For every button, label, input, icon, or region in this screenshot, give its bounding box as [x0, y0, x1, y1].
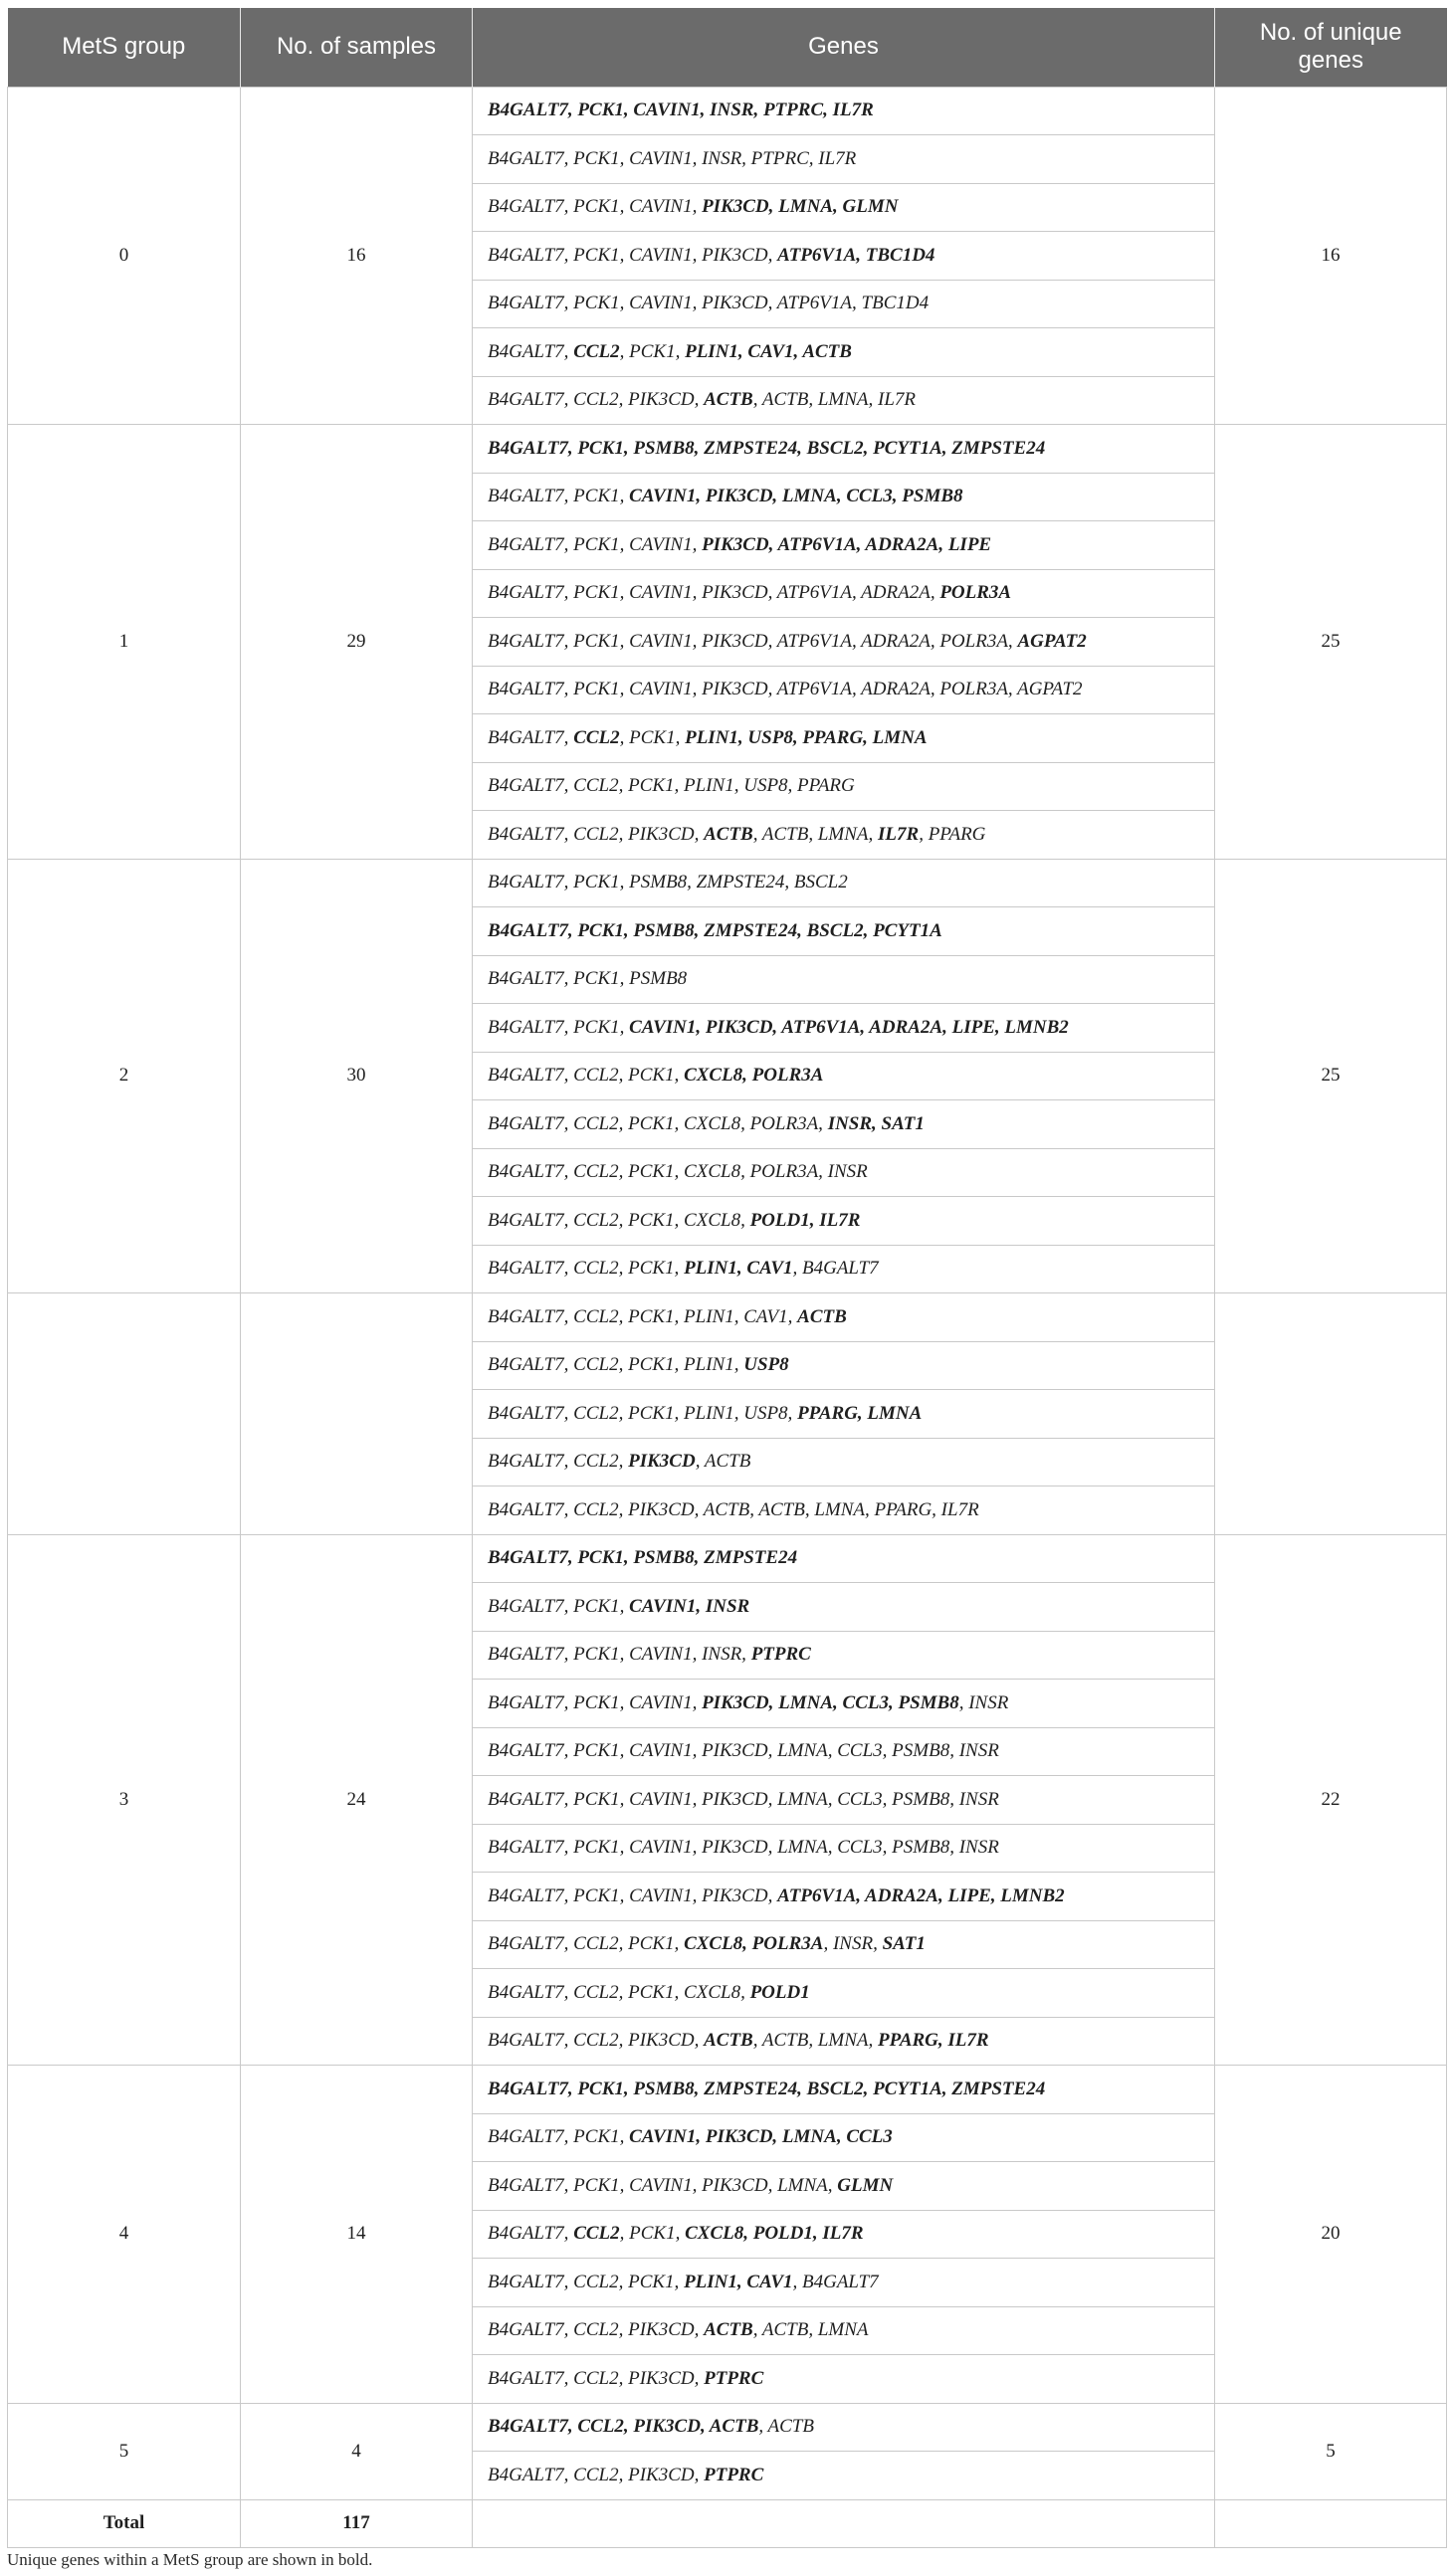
unique-genes-text: GLMN — [837, 2174, 894, 2196]
unique-genes-text: PIK3CD — [628, 1451, 696, 1473]
samples-cell: 4 — [241, 2403, 473, 2499]
genes-text: B4GALT7, PCK1, CAVIN1, — [488, 1691, 703, 1713]
unique-genes-text: PTPRC — [704, 2464, 764, 2485]
genes-cell — [473, 232, 1215, 281]
genes-text: B4GALT7, CCL2, PCK1, PLIN1, CAV1, — [488, 1305, 798, 1327]
genes-cell — [473, 618, 1215, 667]
genes-cell — [473, 811, 1215, 860]
genes-cell — [473, 1680, 1215, 1728]
genes-cell — [473, 2306, 1215, 2355]
genes-text: , ACTB, LMNA, — [752, 2030, 879, 2052]
genes-text: , PCK1, — [619, 340, 686, 362]
unique-genes-text: POLD1 — [749, 1981, 810, 2003]
unique-genes-text: B4GALT7, CCL2, PIK3CD, ACTB — [488, 2416, 759, 2438]
unique-genes-text: PIK3CD, ATP6V1A, ADRA2A, LIPE — [702, 533, 992, 555]
genes-text: B4GALT7, — [488, 726, 574, 748]
genes-cell — [473, 521, 1215, 570]
genes-cell — [473, 425, 1215, 474]
genes-text: B4GALT7, CCL2, PIK3CD, — [488, 389, 705, 411]
unique-genes-text: ATP6V1A, ADRA2A, LIPE, LMNB2 — [777, 1884, 1065, 1906]
table-body — [8, 87, 1447, 2548]
genes-text: B4GALT7, PCK1, — [488, 1016, 630, 1038]
genes-text: B4GALT7, — [488, 2223, 574, 2245]
genes-cell — [473, 1293, 1215, 1342]
genes-cell — [473, 1486, 1215, 1535]
unique-genes-text: CAVIN1, PIK3CD, LMNA, CCL3, PSMB8 — [629, 486, 963, 507]
genes-cell — [473, 762, 1215, 811]
unique-genes-cell: 16 — [1215, 87, 1447, 425]
unique-genes-text: AGPAT2 — [1017, 630, 1087, 652]
unique-genes-text: B4GALT7, PCK1, PSMB8, ZMPSTE24, BSCL2, PCYT1A, ZMPSTE24 — [488, 437, 1046, 459]
genes-cell — [473, 2259, 1215, 2307]
unique-genes-text: B4GALT7, PCK1, CAVIN1, INSR, PTPRC, IL7R — [488, 99, 874, 121]
genes-cell — [473, 1245, 1215, 1293]
genes-text: B4GALT7, PCK1, CAVIN1, PIK3CD, LMNA, CCL3, PSMB8, INSR — [488, 1740, 999, 1762]
unique-genes-text: CXCL8, POLR3A — [684, 1065, 824, 1087]
unique-genes-text: B4GALT7, PCK1, PSMB8, ZMPSTE24, BSCL2, PCYT1A — [488, 919, 942, 941]
table-container — [7, 8, 1446, 2548]
unique-genes-cell: 25 — [1215, 425, 1447, 860]
genes-text: B4GALT7, CCL2, PCK1, — [488, 2271, 685, 2292]
genes-cell — [473, 1727, 1215, 1776]
genes-text: B4GALT7, PCK1, CAVIN1, PIK3CD, ATP6V1A, ADRA2A, POLR3A, AGPAT2 — [488, 679, 1083, 700]
samples-cell — [241, 1293, 473, 1535]
unique-genes-text: PLIN1, CAV1 — [684, 2271, 793, 2292]
genes-text: B4GALT7, CCL2, PIK3CD, — [488, 2367, 705, 2389]
samples-cell: 30 — [241, 859, 473, 1293]
genes-text: B4GALT7, CCL2, PCK1, PLIN1, — [488, 1354, 744, 1376]
unique-genes-text: POLD1, IL7R — [749, 1209, 861, 1231]
genes-cell — [473, 1004, 1215, 1053]
genes-cell — [473, 2017, 1215, 2066]
genes-cell — [473, 1873, 1215, 1921]
genes-text: B4GALT7, CCL2, — [488, 1451, 629, 1473]
genes-text: , PPARG — [919, 823, 986, 845]
unique-genes-text: PIK3CD, LMNA, CCL3, PSMB8 — [702, 1691, 959, 1713]
genes-cell — [473, 714, 1215, 763]
table-row — [8, 1534, 1447, 1583]
genes-cell — [473, 2210, 1215, 2259]
genes-text: , ACTB, LMNA — [752, 2319, 869, 2341]
genes-text: B4GALT7, CCL2, PIK3CD, ACTB, ACTB, LMNA, PPARG, IL7R — [488, 1498, 979, 1520]
samples-cell: 16 — [241, 87, 473, 425]
genes-text: B4GALT7, CCL2, PIK3CD, — [488, 2464, 705, 2485]
table-row — [8, 2066, 1447, 2114]
genes-cell — [473, 376, 1215, 425]
unique-genes-text: PLIN1, CAV1 — [684, 1258, 793, 1280]
genes-text: B4GALT7, CCL2, PCK1, CXCL8, — [488, 1209, 750, 1231]
genes-text: B4GALT7, PCK1, PSMB8 — [488, 968, 688, 990]
unique-genes-text: CXCL8, POLD1, IL7R — [685, 2223, 864, 2245]
genes-cell — [473, 1920, 1215, 1969]
genes-cell — [473, 1052, 1215, 1100]
mets-group-cell: 4 — [8, 2066, 241, 2404]
unique-genes-text: ACTB — [704, 389, 753, 411]
unique-genes-text: USP8 — [743, 1354, 789, 1376]
genes-text: B4GALT7, PCK1, CAVIN1, — [488, 196, 703, 218]
genes-cell — [473, 2355, 1215, 2404]
total-genes-empty — [473, 2499, 1215, 2548]
unique-genes-text: CXCL8, POLR3A — [684, 1933, 824, 1955]
genes-text: , INSR — [958, 1691, 1009, 1713]
genes-text: B4GALT7, PCK1, CAVIN1, PIK3CD, LMNA, CCL3, PSMB8, INSR — [488, 1788, 999, 1810]
genes-cell — [473, 2162, 1215, 2211]
genes-text: B4GALT7, PCK1, — [488, 486, 630, 507]
total-unique-empty — [1215, 2499, 1447, 2548]
genes-cell — [473, 907, 1215, 956]
table-row — [8, 2403, 1447, 2452]
genes-text: B4GALT7, PCK1, — [488, 2126, 630, 2148]
genes-cell — [473, 2066, 1215, 2114]
header-mets-group: MetS group — [8, 8, 241, 87]
unique-genes-text: B4GALT7, PCK1, PSMB8, ZMPSTE24 — [488, 1547, 798, 1569]
genes-cell — [473, 1824, 1215, 1873]
unique-genes-text: CCL2 — [573, 2223, 620, 2245]
genes-text: , ACTB — [695, 1451, 751, 1473]
genes-text: B4GALT7, PCK1, CAVIN1, PIK3CD, ATP6V1A, ADRA2A, POLR3A, — [488, 630, 1018, 652]
genes-text: , ACTB, LMNA, — [752, 823, 879, 845]
unique-genes-text: ACTB — [797, 1305, 847, 1327]
genes-text: , B4GALT7 — [792, 2271, 879, 2292]
genes-cell — [473, 1534, 1215, 1583]
mets-gene-table — [7, 8, 1447, 2548]
genes-text: B4GALT7, CCL2, PCK1, CXCL8, — [488, 1981, 750, 2003]
unique-genes-text: PPARG, LMNA — [797, 1402, 923, 1424]
genes-cell — [473, 1341, 1215, 1390]
samples-cell: 24 — [241, 1534, 473, 2066]
genes-text: B4GALT7, CCL2, PIK3CD, — [488, 2319, 705, 2341]
genes-text: , INSR, — [823, 1933, 883, 1955]
unique-genes-cell — [1215, 1293, 1447, 1535]
genes-text: B4GALT7, CCL2, PCK1, CXCL8, POLR3A, INSR — [488, 1161, 868, 1183]
unique-genes-text: ATP6V1A, TBC1D4 — [777, 244, 935, 266]
genes-cell — [473, 135, 1215, 184]
genes-text: B4GALT7, CCL2, PCK1, — [488, 1258, 685, 1280]
genes-cell — [473, 1776, 1215, 1825]
unique-genes-text: B4GALT7, PCK1, PSMB8, ZMPSTE24, BSCL2, PCYT1A, ZMPSTE24 — [488, 2078, 1046, 2099]
unique-genes-text: PIK3CD, LMNA, GLMN — [702, 196, 899, 218]
table-row — [8, 87, 1447, 135]
genes-cell — [473, 569, 1215, 618]
samples-cell: 14 — [241, 2066, 473, 2404]
genes-cell — [473, 1583, 1215, 1632]
unique-genes-text: CCL2 — [573, 340, 620, 362]
genes-cell — [473, 1438, 1215, 1486]
unique-genes-text: ACTB — [704, 2319, 753, 2341]
unique-genes-text: CAVIN1, INSR — [629, 1595, 750, 1617]
mets-group-cell: 3 — [8, 1534, 241, 2066]
genes-cell — [473, 2113, 1215, 2162]
genes-text: B4GALT7, PCK1, PSMB8, ZMPSTE24, BSCL2 — [488, 872, 848, 893]
table-row — [8, 1293, 1447, 1342]
unique-genes-text: INSR, SAT1 — [827, 1112, 925, 1134]
unique-genes-text: PLIN1, USP8, PPARG, LMNA — [685, 726, 928, 748]
genes-text: B4GALT7, CCL2, PCK1, — [488, 1933, 685, 1955]
unique-genes-text: CAVIN1, PIK3CD, LMNA, CCL3 — [629, 2126, 893, 2148]
header-row — [8, 8, 1447, 87]
genes-cell — [473, 2403, 1215, 2452]
genes-text: B4GALT7, PCK1, — [488, 1595, 630, 1617]
total-row — [8, 2499, 1447, 2548]
genes-cell — [473, 1100, 1215, 1149]
genes-cell — [473, 183, 1215, 232]
unique-genes-cell: 20 — [1215, 2066, 1447, 2404]
genes-cell — [473, 473, 1215, 521]
unique-genes-text: PTPRC — [704, 2367, 764, 2389]
header-no-of-unique-genes: No. of unique genes — [1259, 19, 1402, 75]
unique-genes-text: PTPRC — [750, 1644, 811, 1666]
genes-text: B4GALT7, CCL2, PCK1, — [488, 1065, 685, 1087]
genes-text: B4GALT7, PCK1, CAVIN1, PIK3CD, — [488, 1884, 778, 1906]
genes-text: B4GALT7, — [488, 340, 574, 362]
unique-genes-text: PPARG, IL7R — [878, 2030, 989, 2052]
mets-group-cell: 2 — [8, 859, 241, 1293]
genes-cell — [473, 859, 1215, 907]
genes-cell — [473, 1148, 1215, 1197]
genes-text: , PCK1, — [619, 726, 686, 748]
genes-text: B4GALT7, CCL2, PIK3CD, — [488, 823, 705, 845]
header-no-of-samples: No. of samples — [241, 8, 473, 87]
genes-text: B4GALT7, PCK1, CAVIN1, INSR, — [488, 1644, 751, 1666]
genes-text: B4GALT7, CCL2, PCK1, CXCL8, POLR3A, — [488, 1112, 828, 1134]
genes-cell — [473, 328, 1215, 377]
mets-group-cell: 5 — [8, 2403, 241, 2499]
genes-cell — [473, 955, 1215, 1004]
mets-group-cell: 1 — [8, 425, 241, 860]
mets-group-cell: 0 — [8, 87, 241, 425]
unique-genes-cell: 22 — [1215, 1534, 1447, 2066]
total-label: Total — [8, 2499, 241, 2548]
genes-text: B4GALT7, PCK1, CAVIN1, PIK3CD, — [488, 244, 778, 266]
genes-text: B4GALT7, CCL2, PCK1, PLIN1, USP8, — [488, 1402, 798, 1424]
genes-text: , PCK1, — [619, 2223, 686, 2245]
unique-genes-text: ACTB — [704, 823, 753, 845]
header-genes: Genes — [473, 8, 1215, 87]
table-footnote: Unique genes within a MetS group are shown in bold. — [7, 2550, 373, 2569]
table-row — [8, 859, 1447, 907]
genes-text: B4GALT7, PCK1, CAVIN1, PIK3CD, ATP6V1A, ADRA2A, — [488, 582, 940, 604]
genes-cell — [473, 1969, 1215, 2018]
table-row — [8, 425, 1447, 474]
unique-genes-text: PLIN1, CAV1, ACTB — [685, 340, 852, 362]
genes-text: , B4GALT7 — [792, 1258, 879, 1280]
genes-cell — [473, 280, 1215, 328]
unique-genes-text: POLR3A — [939, 582, 1012, 604]
genes-text: , ACTB, LMNA, IL7R — [752, 389, 917, 411]
mets-group-cell — [8, 1293, 241, 1535]
unique-genes-text: CCL2 — [573, 726, 620, 748]
unique-genes-cell: 25 — [1215, 859, 1447, 1293]
unique-genes-cell: 5 — [1215, 2403, 1447, 2499]
genes-text: B4GALT7, PCK1, CAVIN1, INSR, PTPRC, IL7R — [488, 147, 857, 169]
unique-genes-text: IL7R — [878, 823, 920, 845]
genes-cell — [473, 666, 1215, 714]
unique-genes-text: SAT1 — [882, 1933, 926, 1955]
genes-cell — [473, 87, 1215, 135]
unique-genes-text: CAVIN1, PIK3CD, ATP6V1A, ADRA2A, LIPE, LMNB2 — [629, 1016, 1069, 1038]
unique-genes-text: ACTB — [704, 2030, 753, 2052]
genes-text: B4GALT7, CCL2, PCK1, PLIN1, USP8, PPARG — [488, 775, 855, 797]
total-samples: 117 — [241, 2499, 473, 2548]
genes-text: B4GALT7, PCK1, CAVIN1, PIK3CD, ATP6V1A, TBC1D4 — [488, 293, 930, 314]
genes-cell — [473, 1390, 1215, 1439]
genes-text: B4GALT7, PCK1, CAVIN1, — [488, 533, 703, 555]
genes-cell — [473, 2452, 1215, 2500]
samples-cell: 29 — [241, 425, 473, 860]
genes-text: B4GALT7, CCL2, PIK3CD, — [488, 2030, 705, 2052]
genes-text: B4GALT7, PCK1, CAVIN1, PIK3CD, LMNA, — [488, 2174, 838, 2196]
genes-text: , ACTB — [758, 2416, 814, 2438]
genes-text: B4GALT7, PCK1, CAVIN1, PIK3CD, LMNA, CCL3, PSMB8, INSR — [488, 1837, 999, 1859]
genes-cell — [473, 1631, 1215, 1680]
genes-cell — [473, 1197, 1215, 1246]
